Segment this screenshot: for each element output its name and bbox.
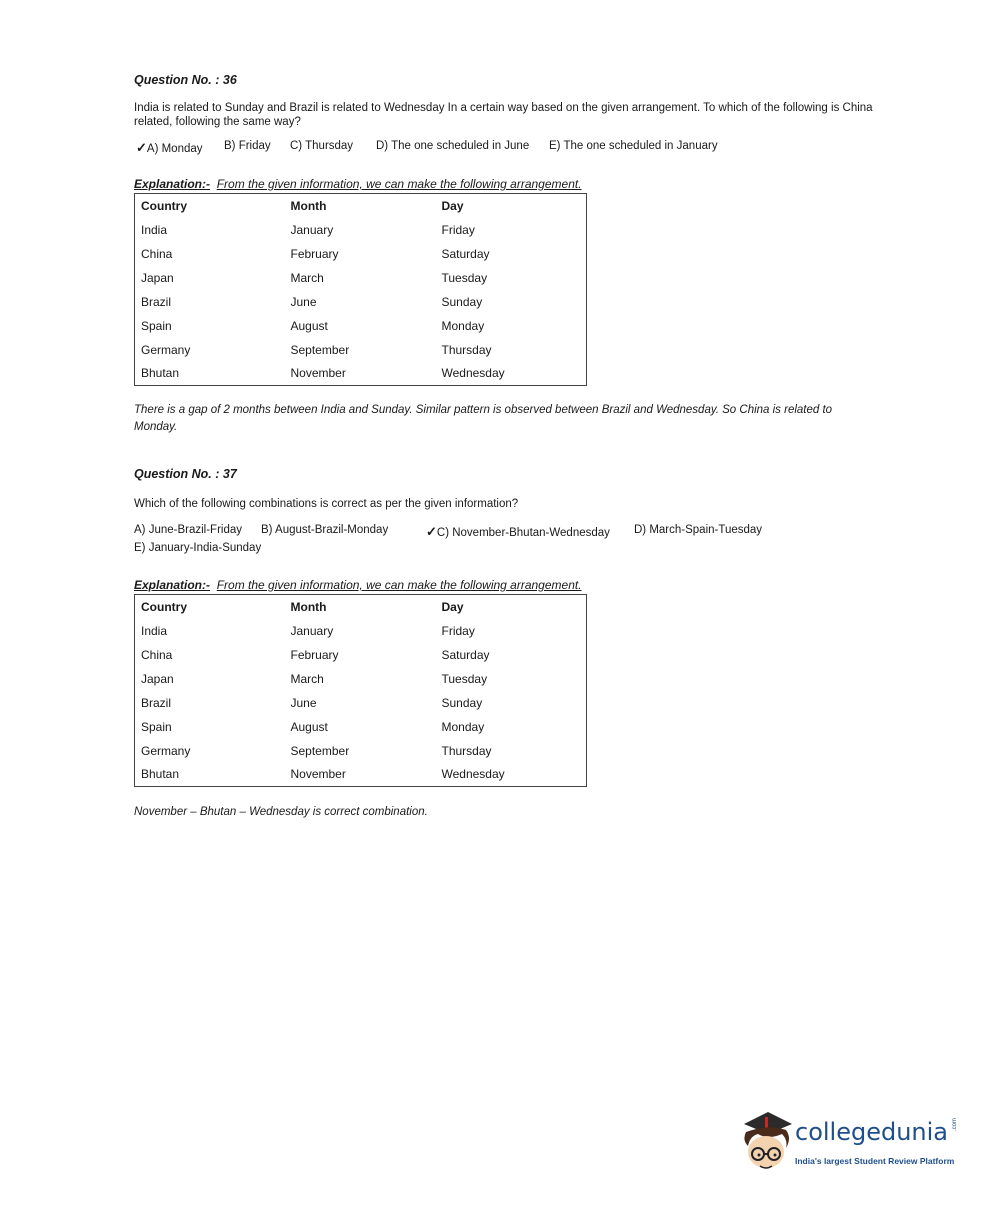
option-a: ✓A) Monday [136,140,203,155]
option-e: E) January-India-Sunday [134,542,262,554]
question-37-options [134,524,834,558]
logo-com: .com [952,1117,958,1131]
table-row: Spain August Monday [141,318,485,333]
question-36-explanation [134,177,582,191]
table-header-row [135,595,587,619]
question-36-options [134,140,834,156]
option-d: D) March-Spain-Tuesday [634,524,763,536]
header-country: Country [141,198,187,213]
table-row: India January Friday [141,623,475,638]
explanation-label: Explanation:- [134,177,211,191]
arrangement-table-36 [134,193,587,386]
explanation-text: From the given information, we can make the following arrangement. [216,578,582,592]
table-header-row [135,194,587,218]
option-c: C) Thursday [290,140,354,152]
header-month: Month [290,198,327,213]
table-row: China February Saturday [141,647,490,662]
mascot-icon [738,1110,794,1176]
logo-wordmark: collegedunia [795,1118,949,1146]
header-day: Day [441,599,464,614]
option-b: B) August-Brazil-Monday [261,524,389,536]
question-37-title: Question No. : 37 [134,467,237,481]
option-c: ✓C) November-Bhutan-Wednesday [426,524,610,539]
option-b: B) Friday [224,140,271,152]
header-day: Day [441,198,464,213]
question-36-note: There is a gap of 2 months between India and Sunday. Similar pattern is observed between Brazil and Wednesday. So China is related to Monday. [134,404,833,433]
header-country: Country [141,599,187,614]
table-row: Japan March Tuesday [141,270,488,285]
option-d: D) The one scheduled in June [376,140,530,152]
table-row: Germany September Thursday [141,743,492,758]
question-37-text: Which of the following combinations is correct as per the given information? [134,498,519,510]
explanation-label: Explanation:- [134,578,211,592]
logo-tagline: India's largest Student Review Platform [795,1156,955,1166]
table-row: Spain August Monday [141,719,485,734]
check-icon: ✓ [426,524,437,539]
explanation-text: From the given information, we can make the following arrangement. [216,177,582,191]
table-row: Japan March Tuesday [141,671,488,686]
arrangement-table-37 [134,594,587,787]
table-row: Bhutan November Wednesday [141,366,505,381]
option-e: E) The one scheduled in January [549,140,718,152]
table-row: China February Saturday [141,246,490,261]
header-month: Month [290,599,327,614]
question-36-text: India is related to Sunday and Brazil is related to Wednesday In a certain way based on the given arrangement. To which of the following is China related, following the same way? [134,102,873,128]
question-37-note: November – Bhutan – Wednesday is correct combination. [134,806,428,818]
table-row: Germany September Thursday [141,342,492,357]
table-row: India January Friday [141,222,475,237]
table-row: Brazil June Sunday [141,695,483,710]
collegedunia-logo [738,1110,963,1180]
table-row: Bhutan November Wednesday [141,767,505,782]
question-36-title: Question No. : 36 [134,73,237,87]
question-37-explanation [134,578,582,592]
table-row: Brazil June Sunday [141,294,483,309]
check-icon: ✓ [136,140,147,155]
option-a: A) June-Brazil-Friday [134,524,242,536]
